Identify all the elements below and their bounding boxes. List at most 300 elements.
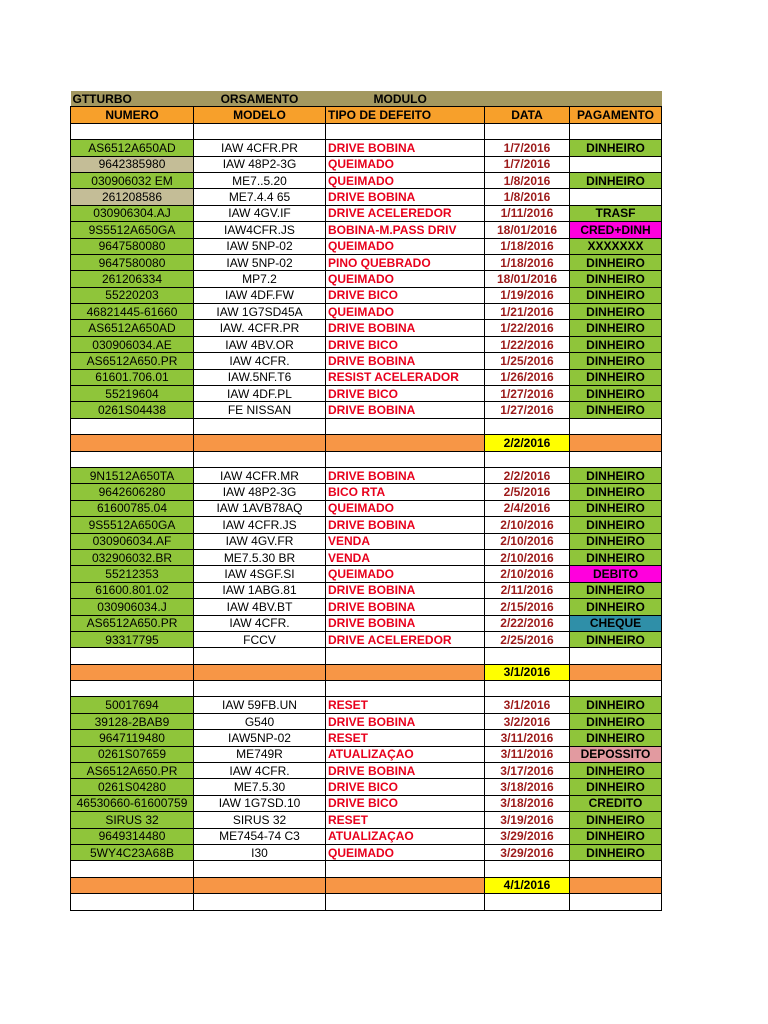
modelo-cell[interactable]: FE NISSAN bbox=[194, 402, 326, 418]
empty-cell[interactable] bbox=[485, 451, 570, 467]
empty-cell[interactable] bbox=[485, 894, 570, 910]
table-row bbox=[71, 697, 662, 713]
separator-date-cell[interactable]: 2/2/2016 bbox=[485, 435, 570, 451]
data-cell[interactable]: 3/19/2016 bbox=[485, 812, 570, 828]
data-cell[interactable]: 2/4/2016 bbox=[485, 500, 570, 516]
data-cell[interactable]: 2/11/2016 bbox=[485, 582, 570, 598]
defeito-cell[interactable]: RESET bbox=[326, 730, 485, 746]
modelo-cell[interactable]: IAW 4CFR.PR bbox=[194, 140, 326, 156]
pagamento-cell[interactable]: DINHEIRO bbox=[570, 287, 662, 303]
modelo-cell[interactable]: ME7454-74 C3 bbox=[194, 828, 326, 844]
pagamento-cell[interactable] bbox=[570, 156, 662, 172]
numero-cell[interactable]: 55220203 bbox=[71, 287, 194, 303]
empty-cell[interactable] bbox=[71, 681, 194, 697]
defeito-cell[interactable]: RESIST ACELERADOR bbox=[326, 369, 485, 385]
modelo-cell[interactable]: IAW 48P2-3G bbox=[194, 484, 326, 500]
numero-cell[interactable]: 9642606280 bbox=[71, 484, 194, 500]
data-cell[interactable]: 1/26/2016 bbox=[485, 369, 570, 385]
table-row bbox=[71, 222, 662, 238]
table-row bbox=[71, 402, 662, 418]
table-row bbox=[71, 828, 662, 844]
separator-cell[interactable] bbox=[570, 877, 662, 893]
pagamento-cell[interactable]: DINHEIRO bbox=[570, 484, 662, 500]
table-row bbox=[71, 140, 662, 156]
pagamento-cell[interactable]: DINHEIRO bbox=[570, 730, 662, 746]
modelo-cell[interactable]: IAW 1AVB78AQ bbox=[194, 500, 326, 516]
empty-cell[interactable] bbox=[485, 861, 570, 877]
table-row bbox=[71, 353, 662, 369]
data-cell[interactable]: 2/10/2016 bbox=[485, 517, 570, 533]
empty-cell[interactable] bbox=[71, 648, 194, 664]
data-cell[interactable]: 1/19/2016 bbox=[485, 287, 570, 303]
separator-cell[interactable] bbox=[326, 664, 485, 680]
data-cell[interactable]: 2/22/2016 bbox=[485, 615, 570, 631]
pagamento-cell[interactable]: DINHEIRO bbox=[570, 500, 662, 516]
pagamento-cell[interactable]: DEPOSSITO bbox=[570, 746, 662, 762]
month-separator-row bbox=[71, 877, 662, 893]
empty-cell[interactable] bbox=[71, 894, 194, 910]
numero-cell[interactable]: 55219604 bbox=[71, 386, 194, 402]
empty-cell[interactable] bbox=[326, 681, 485, 697]
numero-cell[interactable]: SIRUS 32 bbox=[71, 812, 194, 828]
modelo-cell[interactable]: MP7.2 bbox=[194, 271, 326, 287]
data-cell[interactable]: 1/27/2016 bbox=[485, 402, 570, 418]
defeito-cell[interactable]: DRIVE BOBINA bbox=[326, 353, 485, 369]
defeito-cell[interactable]: QUEIMADO bbox=[326, 156, 485, 172]
data-cell[interactable]: 3/11/2016 bbox=[485, 746, 570, 762]
pagamento-cell[interactable]: DINHEIRO bbox=[570, 172, 662, 188]
header-row bbox=[71, 107, 662, 123]
table-row bbox=[71, 779, 662, 795]
numero-cell[interactable]: 93317795 bbox=[71, 631, 194, 647]
pagamento-cell[interactable]: DINHEIRO bbox=[570, 254, 662, 270]
numero-cell[interactable]: 39128-2BAB9 bbox=[71, 713, 194, 729]
numero-cell[interactable]: 030906304.AJ bbox=[71, 205, 194, 221]
numero-cell[interactable]: 9647119480 bbox=[71, 730, 194, 746]
pagamento-cell[interactable] bbox=[570, 189, 662, 205]
empty-cell[interactable] bbox=[326, 123, 485, 139]
data-cell[interactable]: 1/8/2016 bbox=[485, 172, 570, 188]
defeito-cell[interactable]: PINO QUEBRADO bbox=[326, 254, 485, 270]
defeito-cell[interactable]: ATUALIZAÇAO bbox=[326, 746, 485, 762]
data-cell[interactable]: 18/01/2016 bbox=[485, 271, 570, 287]
empty-cell[interactable] bbox=[194, 648, 326, 664]
data-cell[interactable]: 3/11/2016 bbox=[485, 730, 570, 746]
data-cell[interactable]: 3/18/2016 bbox=[485, 795, 570, 811]
pagamento-cell[interactable]: DINHEIRO bbox=[570, 353, 662, 369]
empty-cell[interactable] bbox=[194, 418, 326, 434]
pagamento-cell[interactable]: CREDITO bbox=[570, 795, 662, 811]
numero-cell[interactable]: 0261S07659 bbox=[71, 746, 194, 762]
empty-cell[interactable] bbox=[485, 418, 570, 434]
numero-cell[interactable]: 261206334 bbox=[71, 271, 194, 287]
header-pagamento[interactable]: PAGAMENTO bbox=[570, 107, 662, 123]
modelo-cell[interactable]: IAW 5NP-02 bbox=[194, 254, 326, 270]
pagamento-cell[interactable]: DINHEIRO bbox=[570, 812, 662, 828]
numero-cell[interactable]: 261208586 bbox=[71, 189, 194, 205]
numero-cell[interactable]: 030906032 EM bbox=[71, 172, 194, 188]
data-cell[interactable]: 1/11/2016 bbox=[485, 205, 570, 221]
empty-cell[interactable] bbox=[485, 681, 570, 697]
header-tipo-defeito[interactable]: TIPO DE DEFEITO bbox=[326, 107, 485, 123]
separator-cell[interactable] bbox=[570, 664, 662, 680]
data-cell[interactable]: 1/25/2016 bbox=[485, 353, 570, 369]
numero-cell[interactable]: 9S5512A650GA bbox=[71, 517, 194, 533]
pagamento-cell[interactable]: DINHEIRO bbox=[570, 713, 662, 729]
numero-cell[interactable]: 9642385980 bbox=[71, 156, 194, 172]
data-cell[interactable]: 2/5/2016 bbox=[485, 484, 570, 500]
numero-cell[interactable]: 030906034.J bbox=[71, 599, 194, 615]
brand-cell[interactable]: GTTURBO bbox=[71, 91, 194, 107]
blank-row bbox=[71, 418, 662, 434]
table-row bbox=[71, 205, 662, 221]
defeito-cell[interactable]: DRIVE BOBINA bbox=[326, 599, 485, 615]
data-cell[interactable]: 18/01/2016 bbox=[485, 222, 570, 238]
numero-cell[interactable]: 61601.706.01 bbox=[71, 369, 194, 385]
separator-cell[interactable] bbox=[326, 435, 485, 451]
numero-cell[interactable]: 9N1512A650TA bbox=[71, 467, 194, 483]
defeito-cell[interactable]: QUEIMADO bbox=[326, 566, 485, 582]
separator-cell[interactable] bbox=[71, 664, 194, 680]
defeito-cell[interactable]: DRIVE ACELEREDOR bbox=[326, 631, 485, 647]
empty-cell[interactable] bbox=[71, 123, 194, 139]
empty-cell[interactable] bbox=[71, 451, 194, 467]
pagamento-cell[interactable]: DINHEIRO bbox=[570, 844, 662, 860]
table-row bbox=[71, 172, 662, 188]
pagamento-cell[interactable]: DINHEIRO bbox=[570, 369, 662, 385]
defeito-cell[interactable]: DRIVE BOBINA bbox=[326, 615, 485, 631]
modelo-cell[interactable]: IAW 4BV.OR bbox=[194, 336, 326, 352]
numero-cell[interactable]: 61600785.04 bbox=[71, 500, 194, 516]
empty-cell[interactable] bbox=[570, 894, 662, 910]
empty-cell[interactable] bbox=[194, 861, 326, 877]
numero-cell[interactable]: 9647580080 bbox=[71, 238, 194, 254]
empty-cell[interactable] bbox=[194, 894, 326, 910]
blank-row bbox=[71, 123, 662, 139]
data-cell[interactable]: 1/7/2016 bbox=[485, 156, 570, 172]
blank-row bbox=[71, 861, 662, 877]
table-row bbox=[71, 386, 662, 402]
data-cell[interactable]: 1/22/2016 bbox=[485, 320, 570, 336]
defeito-cell[interactable]: DRIVE BICO bbox=[326, 386, 485, 402]
defeito-cell[interactable]: DRIVE BOBINA bbox=[326, 189, 485, 205]
pagamento-cell[interactable]: TRASF bbox=[570, 205, 662, 221]
blank-row bbox=[71, 894, 662, 910]
pagamento-cell[interactable]: DINHEIRO bbox=[570, 517, 662, 533]
defeito-cell[interactable]: DRIVE BICO bbox=[326, 795, 485, 811]
empty-cell[interactable] bbox=[570, 418, 662, 434]
defeito-cell[interactable]: RESET bbox=[326, 697, 485, 713]
table-row bbox=[71, 812, 662, 828]
data-cell[interactable]: 1/22/2016 bbox=[485, 336, 570, 352]
numero-cell[interactable]: AS6512A650.PR bbox=[71, 615, 194, 631]
defeito-cell[interactable]: DRIVE BOBINA bbox=[326, 320, 485, 336]
table-row bbox=[71, 189, 662, 205]
modelo-cell[interactable]: IAW 4DF.FW bbox=[194, 287, 326, 303]
header-modelo[interactable]: MODELO bbox=[194, 107, 326, 123]
spreadsheet-table bbox=[70, 91, 662, 911]
pagamento-cell[interactable]: DINHEIRO bbox=[570, 599, 662, 615]
blank-row bbox=[71, 681, 662, 697]
numero-cell[interactable]: AS6512A650AD bbox=[71, 320, 194, 336]
defeito-cell[interactable]: QUEIMADO bbox=[326, 238, 485, 254]
table-row bbox=[71, 517, 662, 533]
data-cell[interactable]: 3/1/2016 bbox=[485, 697, 570, 713]
pagamento-cell[interactable]: XXXXXXX bbox=[570, 238, 662, 254]
defeito-cell[interactable]: VENDA bbox=[326, 549, 485, 565]
defeito-cell[interactable]: DRIVE BOBINA bbox=[326, 713, 485, 729]
empty-cell[interactable] bbox=[326, 861, 485, 877]
table-row bbox=[71, 746, 662, 762]
defeito-cell[interactable]: VENDA bbox=[326, 533, 485, 549]
data-cell[interactable]: 1/18/2016 bbox=[485, 238, 570, 254]
separator-cell[interactable] bbox=[194, 664, 326, 680]
defeito-cell[interactable]: DRIVE BICO bbox=[326, 779, 485, 795]
separator-cell[interactable] bbox=[71, 877, 194, 893]
separator-cell[interactable] bbox=[71, 435, 194, 451]
pagamento-cell[interactable]: DINHEIRO bbox=[570, 402, 662, 418]
numero-cell[interactable]: 9647580080 bbox=[71, 254, 194, 270]
defeito-cell[interactable]: DRIVE BOBINA bbox=[326, 402, 485, 418]
table-row bbox=[71, 287, 662, 303]
empty-cell[interactable] bbox=[326, 894, 485, 910]
empty-cell[interactable] bbox=[570, 648, 662, 664]
blank-row bbox=[71, 451, 662, 467]
modelo-cell[interactable]: IAW 4GV.IF bbox=[194, 205, 326, 221]
empty-cell[interactable] bbox=[326, 648, 485, 664]
numero-cell[interactable]: 50017694 bbox=[71, 697, 194, 713]
pagamento-cell[interactable]: DINHEIRO bbox=[570, 697, 662, 713]
separator-cell[interactable] bbox=[570, 435, 662, 451]
modelo-cell[interactable]: ME7..5.20 bbox=[194, 172, 326, 188]
numero-cell[interactable]: 032906032.BR bbox=[71, 549, 194, 565]
modelo-cell[interactable]: IAW5NP-02 bbox=[194, 730, 326, 746]
title-row bbox=[71, 91, 662, 107]
numero-cell[interactable]: 9649314480 bbox=[71, 828, 194, 844]
table-row bbox=[71, 238, 662, 254]
pagamento-cell[interactable]: DINHEIRO bbox=[570, 320, 662, 336]
numero-cell[interactable]: 55212353 bbox=[71, 566, 194, 582]
defeito-cell[interactable]: QUEIMADO bbox=[326, 172, 485, 188]
table-row bbox=[71, 763, 662, 779]
separator-cell[interactable] bbox=[194, 435, 326, 451]
pagamento-cell[interactable]: DINHEIRO bbox=[570, 140, 662, 156]
data-cell[interactable]: 3/17/2016 bbox=[485, 763, 570, 779]
numero-cell[interactable]: AS6512A650.PR bbox=[71, 353, 194, 369]
data-cell[interactable]: 3/29/2016 bbox=[485, 844, 570, 860]
table-row bbox=[71, 795, 662, 811]
table-row bbox=[71, 533, 662, 549]
numero-cell[interactable]: 46530660-61600759 bbox=[71, 795, 194, 811]
table-row bbox=[71, 713, 662, 729]
numero-cell[interactable]: 5WY4C23A68B bbox=[71, 844, 194, 860]
defeito-cell[interactable]: RESET bbox=[326, 812, 485, 828]
modelo-cell[interactable]: G540 bbox=[194, 713, 326, 729]
defeito-cell[interactable]: BICO RTA bbox=[326, 484, 485, 500]
numero-cell[interactable]: 0261S04438 bbox=[71, 402, 194, 418]
defeito-cell[interactable]: ATUALIZAÇAO bbox=[326, 828, 485, 844]
modelo-cell[interactable]: IAW 1G7SD.10 bbox=[194, 795, 326, 811]
table-row bbox=[71, 336, 662, 352]
modelo-cell[interactable]: IAW 1ABG.81 bbox=[194, 582, 326, 598]
separator-cell[interactable] bbox=[326, 877, 485, 893]
table-row bbox=[71, 484, 662, 500]
numero-cell[interactable]: 0261S04280 bbox=[71, 779, 194, 795]
modelo-cell[interactable]: ME749R bbox=[194, 746, 326, 762]
data-cell[interactable]: 1/27/2016 bbox=[485, 386, 570, 402]
empty-cell[interactable] bbox=[326, 418, 485, 434]
title-empty-cell[interactable] bbox=[485, 91, 570, 107]
defeito-cell[interactable]: BOBINA-M.PASS DRIV bbox=[326, 222, 485, 238]
numero-cell[interactable]: AS6512A650AD bbox=[71, 140, 194, 156]
modelo-cell[interactable]: IAW 4SGF.SI bbox=[194, 566, 326, 582]
defeito-cell[interactable]: DRIVE BOBINA bbox=[326, 582, 485, 598]
pagamento-cell[interactable]: DINHEIRO bbox=[570, 828, 662, 844]
data-cell[interactable]: 3/2/2016 bbox=[485, 713, 570, 729]
month-separator-row bbox=[71, 435, 662, 451]
pagamento-cell[interactable]: CRED+DINH bbox=[570, 222, 662, 238]
table-row bbox=[71, 304, 662, 320]
defeito-cell[interactable]: DRIVE BICO bbox=[326, 287, 485, 303]
numero-cell[interactable]: AS6512A650.PR bbox=[71, 763, 194, 779]
pagamento-cell[interactable]: DINHEIRO bbox=[570, 304, 662, 320]
numero-cell[interactable]: 030906034.AE bbox=[71, 336, 194, 352]
orcamento-label-cell[interactable]: ORSAMENTO bbox=[194, 91, 326, 107]
modelo-cell[interactable]: IAW 4DF.PL bbox=[194, 386, 326, 402]
table-row bbox=[71, 615, 662, 631]
pagamento-cell[interactable]: DINHEIRO bbox=[570, 271, 662, 287]
pagamento-cell[interactable]: DINHEIRO bbox=[570, 582, 662, 598]
defeito-cell[interactable]: DRIVE BICO bbox=[326, 336, 485, 352]
pagamento-cell[interactable]: DINHEIRO bbox=[570, 533, 662, 549]
data-cell[interactable]: 1/21/2016 bbox=[485, 304, 570, 320]
data-cell[interactable]: 2/10/2016 bbox=[485, 549, 570, 565]
numero-cell[interactable]: 61600.801.02 bbox=[71, 582, 194, 598]
pagamento-cell[interactable]: DINHEIRO bbox=[570, 549, 662, 565]
table-row bbox=[71, 369, 662, 385]
table-row bbox=[71, 467, 662, 483]
pagamento-cell[interactable]: DINHEIRO bbox=[570, 631, 662, 647]
data-cell[interactable]: 3/18/2016 bbox=[485, 779, 570, 795]
pagamento-cell[interactable]: DINHEIRO bbox=[570, 386, 662, 402]
data-cell[interactable]: 1/18/2016 bbox=[485, 254, 570, 270]
title-empty-cell[interactable] bbox=[570, 91, 662, 107]
modelo-cell[interactable]: IAW 4CFR. bbox=[194, 615, 326, 631]
month-separator-row bbox=[71, 664, 662, 680]
data-cell[interactable]: 2/10/2016 bbox=[485, 566, 570, 582]
pagamento-cell[interactable]: DINHEIRO bbox=[570, 467, 662, 483]
defeito-cell[interactable]: QUEIMADO bbox=[326, 844, 485, 860]
table-row bbox=[71, 320, 662, 336]
data-cell[interactable]: 2/25/2016 bbox=[485, 631, 570, 647]
data-cell[interactable]: 1/8/2016 bbox=[485, 189, 570, 205]
modelo-cell[interactable]: IAW 59FB.UN bbox=[194, 697, 326, 713]
table-row bbox=[71, 582, 662, 598]
empty-cell[interactable] bbox=[194, 681, 326, 697]
table-row bbox=[71, 844, 662, 860]
modelo-cell[interactable]: IAW 4CFR. bbox=[194, 763, 326, 779]
modelo-cell[interactable]: FCCV bbox=[194, 631, 326, 647]
defeito-cell[interactable]: QUEIMADO bbox=[326, 304, 485, 320]
pagamento-cell[interactable]: DINHEIRO bbox=[570, 779, 662, 795]
data-cell[interactable]: 3/29/2016 bbox=[485, 828, 570, 844]
table-row bbox=[71, 566, 662, 582]
modelo-cell[interactable]: ME7.5.30 bbox=[194, 779, 326, 795]
table-row bbox=[71, 599, 662, 615]
defeito-cell[interactable]: DRIVE BOBINA bbox=[326, 467, 485, 483]
modelo-cell[interactable]: IAW.5NF.T6 bbox=[194, 369, 326, 385]
modelo-cell[interactable]: IAW 4CFR. bbox=[194, 353, 326, 369]
data-cell[interactable]: 2/10/2016 bbox=[485, 533, 570, 549]
empty-cell[interactable] bbox=[570, 123, 662, 139]
modelo-cell[interactable]: IAW 4CFR.JS bbox=[194, 517, 326, 533]
pagamento-cell[interactable]: DINHEIRO bbox=[570, 336, 662, 352]
empty-cell[interactable] bbox=[570, 861, 662, 877]
empty-cell[interactable] bbox=[485, 123, 570, 139]
pagamento-cell[interactable]: CHEQUE bbox=[570, 615, 662, 631]
table-row bbox=[71, 500, 662, 516]
blank-row bbox=[71, 648, 662, 664]
modelo-cell[interactable]: IAW 48P2-3G bbox=[194, 156, 326, 172]
data-cell[interactable]: 2/15/2016 bbox=[485, 599, 570, 615]
empty-cell[interactable] bbox=[71, 861, 194, 877]
defeito-cell[interactable]: DRIVE ACELEREDOR bbox=[326, 205, 485, 221]
modelo-cell[interactable]: IAW. 4CFR.PR bbox=[194, 320, 326, 336]
data-cell[interactable]: 1/7/2016 bbox=[485, 140, 570, 156]
modelo-cell[interactable]: I30 bbox=[194, 844, 326, 860]
empty-cell[interactable] bbox=[194, 123, 326, 139]
header-numero[interactable]: NUMERO bbox=[71, 107, 194, 123]
empty-cell[interactable] bbox=[71, 418, 194, 434]
modelo-cell[interactable]: IAW 4BV.BT bbox=[194, 599, 326, 615]
defeito-cell[interactable]: DRIVE BOBINA bbox=[326, 517, 485, 533]
defeito-cell[interactable]: DRIVE BOBINA bbox=[326, 140, 485, 156]
table-row bbox=[71, 271, 662, 287]
empty-cell[interactable] bbox=[570, 681, 662, 697]
table-row bbox=[71, 631, 662, 647]
table-row bbox=[71, 549, 662, 565]
modelo-cell[interactable]: IAW 1G7SD45A bbox=[194, 304, 326, 320]
separator-cell[interactable] bbox=[194, 877, 326, 893]
defeito-cell[interactable]: DRIVE BOBINA bbox=[326, 763, 485, 779]
defeito-cell[interactable]: QUEIMADO bbox=[326, 500, 485, 516]
modelo-cell[interactable]: IAW 4CFR.MR bbox=[194, 467, 326, 483]
defeito-cell[interactable]: QUEIMADO bbox=[326, 271, 485, 287]
modulo-label-cell[interactable]: MODULO bbox=[326, 91, 485, 107]
empty-cell[interactable] bbox=[485, 648, 570, 664]
numero-cell[interactable]: 46821445-61660 bbox=[71, 304, 194, 320]
pagamento-cell[interactable]: DEBITO bbox=[570, 566, 662, 582]
table-row bbox=[71, 730, 662, 746]
table-row bbox=[71, 156, 662, 172]
pagamento-cell[interactable]: DINHEIRO bbox=[570, 763, 662, 779]
modelo-cell[interactable]: IAW4CFR.JS bbox=[194, 222, 326, 238]
modelo-cell[interactable]: IAW 4GV.FR bbox=[194, 533, 326, 549]
empty-cell[interactable] bbox=[570, 451, 662, 467]
modelo-cell[interactable]: IAW 5NP-02 bbox=[194, 238, 326, 254]
modelo-cell[interactable]: SIRUS 32 bbox=[194, 812, 326, 828]
header-data[interactable]: DATA bbox=[485, 107, 570, 123]
data-cell[interactable]: 2/2/2016 bbox=[485, 467, 570, 483]
separator-date-cell[interactable]: 4/1/2016 bbox=[485, 877, 570, 893]
modelo-cell[interactable]: ME7.4.4 65 bbox=[194, 189, 326, 205]
modelo-cell[interactable]: ME7.5.30 BR bbox=[194, 549, 326, 565]
empty-cell[interactable] bbox=[326, 451, 485, 467]
numero-cell[interactable]: 9S5512A650GA bbox=[71, 222, 194, 238]
numero-cell[interactable]: 030906034.AF bbox=[71, 533, 194, 549]
empty-cell[interactable] bbox=[194, 451, 326, 467]
separator-date-cell[interactable]: 3/1/2016 bbox=[485, 664, 570, 680]
